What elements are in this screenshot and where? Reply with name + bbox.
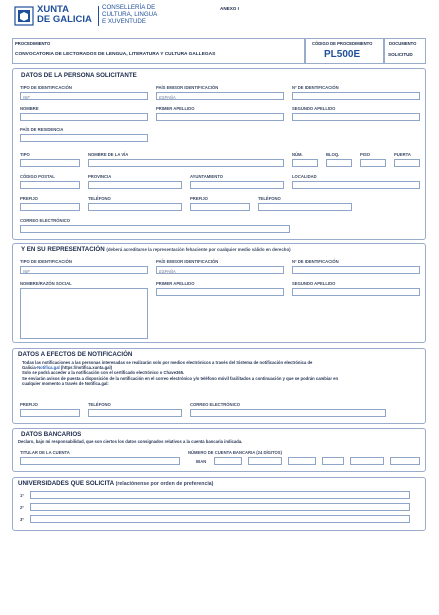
bank-section-title: DATOS BANCARIOS (21, 431, 82, 438)
label-codigo-postal: CÓDIGO POSTAL (20, 174, 55, 179)
xunta-logo (14, 6, 34, 26)
xunta-logo-icon (14, 6, 34, 26)
bank-control-field[interactable] (322, 457, 344, 465)
applicant-section-title: DATOS DE LA PERSONA SOLICITANTE (21, 72, 137, 79)
rep-label-segundo-apellido: SEGUNDO APELLIDO (292, 281, 336, 286)
num-field[interactable] (292, 159, 318, 167)
notif-prefijo-field[interactable] (20, 409, 80, 417)
procedure-box (12, 38, 305, 64)
document-value: SOLICITUD (388, 52, 413, 57)
notif-label-correo: CORREO ELECTRÓNICO (190, 402, 241, 407)
pais-emisor-field[interactable]: ESPAÑA (156, 92, 284, 100)
segundo-apellido-field[interactable] (292, 113, 420, 121)
provincia-field[interactable] (88, 181, 182, 189)
prefijo-1-field[interactable] (20, 203, 80, 211)
codigo-postal-field[interactable] (20, 181, 80, 189)
bank-declaration: Declaro, bajo mi responsabilidad, que son ciertos los datos consignados relativos a la cuenta bancaria indicada. (18, 439, 243, 444)
label-num-id: Nº DE IDENTIFICACIÓN (292, 85, 339, 90)
label-ayuntamiento: AYUNTAMIENTO (190, 174, 223, 179)
correo-field[interactable] (20, 225, 290, 233)
rep-label-num-id: Nº DE IDENTIFICACIÓN (292, 259, 339, 264)
notif-correo-field[interactable] (190, 409, 386, 417)
bloq-field[interactable] (326, 159, 352, 167)
ayuntamiento-field[interactable] (190, 181, 284, 189)
brand-name: XUNTA DE GALICIA (37, 4, 92, 25)
titular-cuenta-field[interactable] (20, 457, 180, 465)
label-localidad: LOCALIDAD (292, 174, 317, 179)
label-tipo-id: TIPO DE IDENTIFICACIÓN (20, 85, 72, 90)
puerta-field[interactable] (394, 159, 420, 167)
code-label: CÓDIGO DE PROCEDIMIENTO (312, 41, 373, 46)
primer-apellido-field[interactable] (156, 113, 284, 121)
code-value: PL500E (324, 49, 361, 60)
nombre-via-field[interactable] (88, 159, 284, 167)
notif-label-telefono: TELÉFONO (88, 402, 111, 407)
label-correo: CORREO ELECTRÓNICO (20, 218, 71, 223)
iban-label: IBAN (196, 459, 207, 464)
rep-label-razon-social: NOMBRE/RAZÓN SOCIAL (20, 281, 72, 286)
label-telefono-2: TELÉFONO (258, 196, 281, 201)
university-1-field[interactable] (30, 491, 410, 499)
bank-account-a-field[interactable] (350, 457, 384, 465)
rep-label-tipo-id: TIPO DE IDENTIFICACIÓN (20, 259, 72, 264)
label-prefijo-1: PREFIJO (20, 196, 38, 201)
label-primer-apellido: PRIMER APELLIDO (156, 106, 195, 111)
department-name: CONSELLERÍA DE CULTURA, LINGUA E XUVENTUDE (102, 4, 158, 25)
university-index-1: 1º (20, 493, 24, 498)
university-index-3: 3º (20, 517, 24, 522)
rep-pais-emisor-field[interactable]: ESPAÑA (156, 266, 284, 274)
representation-section-title: Y EN SU REPRESENTACIÓN (deberá acreditarse la representación fehaciente por cualquier medio válido en derecho) (21, 246, 291, 253)
notif-label-prefijo: PREFIJO (20, 402, 38, 407)
telefono-1-field[interactable] (88, 203, 182, 211)
university-2-field[interactable] (30, 503, 410, 511)
bank-entity-field[interactable] (248, 457, 282, 465)
rep-label-primer-apellido: PRIMER APELLIDO (156, 281, 195, 286)
prefijo-2-field[interactable] (190, 203, 250, 211)
header-divider (98, 6, 99, 26)
iban-digits-field[interactable] (214, 457, 242, 465)
notification-paragraph: Todas las notificaciones a las personas interesadas se realizarán solo por medios electrónicos a través del Sistema de notificación electrónica de Galicia-Notifica.gal (https://notifica.xunta.gal) Solo se podrá acceder a la notificación con el certificado electrónico o Chave365. Se enviarán avisos de puesta a disposición de la notificación en el correo electrónico y/o teléfono móvil facilitados a continuación y que se podrán cambiar en cualquier momento a través de Notifica.gal: (22, 360, 339, 386)
rep-segundo-apellido-field[interactable] (292, 288, 420, 296)
university-index-2: 2º (20, 505, 24, 510)
pais-residencia-field[interactable] (20, 134, 148, 142)
rep-label-pais-emisor: PAÍS EMISOR IDENTIFICACIÓN (156, 259, 219, 264)
label-tipo-via: TIPO (20, 152, 30, 157)
rep-num-id-field[interactable] (292, 266, 420, 274)
notif-telefono-field[interactable] (88, 409, 182, 417)
label-provincia: PROVINCIA (88, 174, 112, 179)
university-3-field[interactable] (30, 515, 410, 523)
localidad-field[interactable] (292, 181, 420, 189)
label-titular-cuenta: TITULAR DE LA CUENTA (20, 450, 70, 455)
label-piso: PISO (360, 152, 371, 157)
label-bloq: BLOQ. (326, 152, 340, 157)
annex-label: ANEXO I (220, 6, 239, 11)
procedure-label: PROCEDIMIENTO (15, 41, 51, 46)
label-nombre-via: NOMBRE DE LA VÍA (88, 152, 129, 157)
label-segundo-apellido: SEGUNDO APELLIDO (292, 106, 336, 111)
piso-field[interactable] (360, 159, 386, 167)
document-label: DOCUMENTO (389, 41, 417, 46)
label-pais-residencia: PAÍS DE RESIDENCIA (20, 127, 64, 132)
procedure-value: CONVOCATORIA DE LECTORADOS DE LENGUA, LITERATURA Y CULTURA GALLEGAS (15, 52, 216, 57)
rep-tipo-id-field[interactable]: NIF (20, 266, 148, 274)
telefono-2-field[interactable] (258, 203, 352, 211)
universities-section-title: UNIVERSIDADES QUE SOLICITA (relaciónense por orden de preferencia) (18, 480, 214, 487)
tipo-via-field[interactable] (20, 159, 80, 167)
num-id-field[interactable] (292, 92, 420, 100)
label-pais-emisor: PAÍS EMISOR IDENTIFICACIÓN (156, 85, 219, 90)
rep-razon-social-field[interactable] (20, 288, 148, 339)
rep-primer-apellido-field[interactable] (156, 288, 284, 296)
notification-section-title: DATOS A EFECTOS DE NOTIFICACIÓN (18, 351, 133, 358)
label-numero-cuenta: NÚMERO DE CUENTA BANCARIA (24 DÍGITOS) (188, 450, 282, 455)
tipo-id-field[interactable]: NIF (20, 92, 148, 100)
label-telefono-1: TELÉFONO (88, 196, 111, 201)
label-prefijo-2: PREFIJO (190, 196, 208, 201)
bank-office-field[interactable] (288, 457, 316, 465)
notifica-link[interactable]: Notifica.gal (37, 365, 60, 371)
label-num: NÚM. (292, 152, 303, 157)
label-puerta: PUERTA (394, 152, 411, 157)
nombre-field[interactable] (20, 113, 148, 121)
bank-account-b-field[interactable] (390, 457, 420, 465)
label-nombre: NOMBRE (20, 106, 39, 111)
